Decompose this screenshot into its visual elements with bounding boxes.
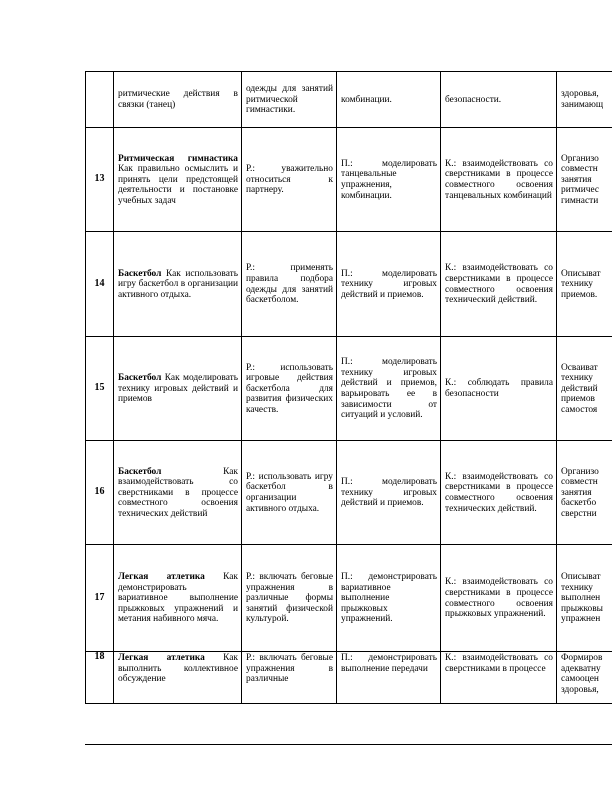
cognitive-cell: П.: моделировать технику игровых действий и приемов. [337, 441, 441, 545]
activity-cell: Описыват технику приемов. [557, 232, 612, 337]
regulatory-cell: Р.: применять правила подбора одежды для занятий баскетболом. [242, 232, 337, 337]
table-row [86, 545, 612, 652]
regulatory-cell: Р.: включать беговые упражнения в различные [242, 652, 337, 704]
activity-cell: Организо совместн занятия ритмичес гимнасти [557, 128, 612, 232]
table-row [86, 652, 612, 704]
lesson-topic: ритмические действия в связки (танец) [114, 72, 242, 128]
communicative-cell: К.: взаимодействовать со сверстниками в процессе совместного освоения прыжковых упражнений. [441, 545, 557, 652]
table-row [86, 72, 612, 128]
communicative-cell: К.: соблюдать правила безопасности [441, 337, 557, 441]
communicative-cell: К.: взаимодействовать со сверстниками в процессе [441, 652, 557, 704]
lesson-number: 15 [86, 337, 114, 441]
communicative-cell: К.: взаимодействовать со сверстниками в процессе совместного освоения танцевальных комбинаций [441, 128, 557, 232]
regulatory-cell: Р.: уважительно относиться к партнеру. [242, 128, 337, 232]
regulatory-cell: Р.: включать беговые упражнения в различные формы занятий физической культурой. [242, 545, 337, 652]
table-row [86, 128, 612, 232]
activity-cell: здоровья, занимающ [557, 72, 612, 128]
cognitive-cell: П.: моделировать танцевальные упражнения, комбинации. [337, 128, 441, 232]
activity-cell: Осваиват технику действий приемов самостоя [557, 337, 612, 441]
lesson-number: 18 [86, 652, 114, 704]
table-row [86, 337, 612, 441]
lesson-number [86, 72, 114, 128]
communicative-cell: К.: взаимодействовать со сверстниками в процессе совместного освоения технический действий. [441, 232, 557, 337]
cognitive-cell: П.: демонстрировать вариативное выполнение прыжковых упражнений. [337, 545, 441, 652]
lesson-topic: Баскетбол Как взаимодействовать со сверстниками в процессе совместного освоения технических действий [114, 441, 242, 545]
lesson-topic: Легкая атлетика Как демонстрировать вариативное выполнение прыжковых упражнений и метания набивного мяча. [114, 545, 242, 652]
regulatory-cell: одежды для занятий ритмической гимнастики. [242, 72, 337, 128]
regulatory-cell: Р.: использовать игру баскетбол в организации активного отдыха. [242, 441, 337, 545]
cognitive-cell: комбинации. [337, 72, 441, 128]
cognitive-cell: П.: моделировать технику игровых действий и приемов, варьировать ее в зависимости от ситуаций и условий. [337, 337, 441, 441]
table-bottom-rule [85, 744, 612, 745]
lesson-topic: Баскетбол Как использовать игру баскетбол в организации активного отдыха. [114, 232, 242, 337]
lesson-number: 13 [86, 128, 114, 232]
lesson-topic: Баскетбол Как моделировать технику игровых действий и приемов [114, 337, 242, 441]
lesson-plan-table [85, 71, 612, 704]
table-row [86, 232, 612, 337]
lesson-number: 16 [86, 441, 114, 545]
communicative-cell: К.: взаимодействовать со сверстниками в процессе совместного освоения технических действий. [441, 441, 557, 545]
lesson-topic: Ритмическая гимнастика Как правильно осмыслить и принять цели предстоящей деятельности и постановке учебных задач [114, 128, 242, 232]
lesson-topic: Легкая атлетика Как выполнить коллективное обсуждение [114, 652, 242, 704]
cognitive-cell: П.: моделировать технику игровых действий и приемов. [337, 232, 441, 337]
activity-cell: Формиров адекватну самооцен здоровья, [557, 652, 612, 704]
activity-cell: Описыват технику выполнен прыжковы упражнен [557, 545, 612, 652]
lesson-number: 17 [86, 545, 114, 652]
regulatory-cell: Р.: использовать игровые действия баскетбола для развития физических качеств. [242, 337, 337, 441]
lesson-number: 14 [86, 232, 114, 337]
communicative-cell: безопасности. [441, 72, 557, 128]
cognitive-cell: П.: демонстрировать выполнение передачи [337, 652, 441, 704]
activity-cell: Организо совместн занятия баскетбо сверстни [557, 441, 612, 545]
table-row [86, 441, 612, 545]
